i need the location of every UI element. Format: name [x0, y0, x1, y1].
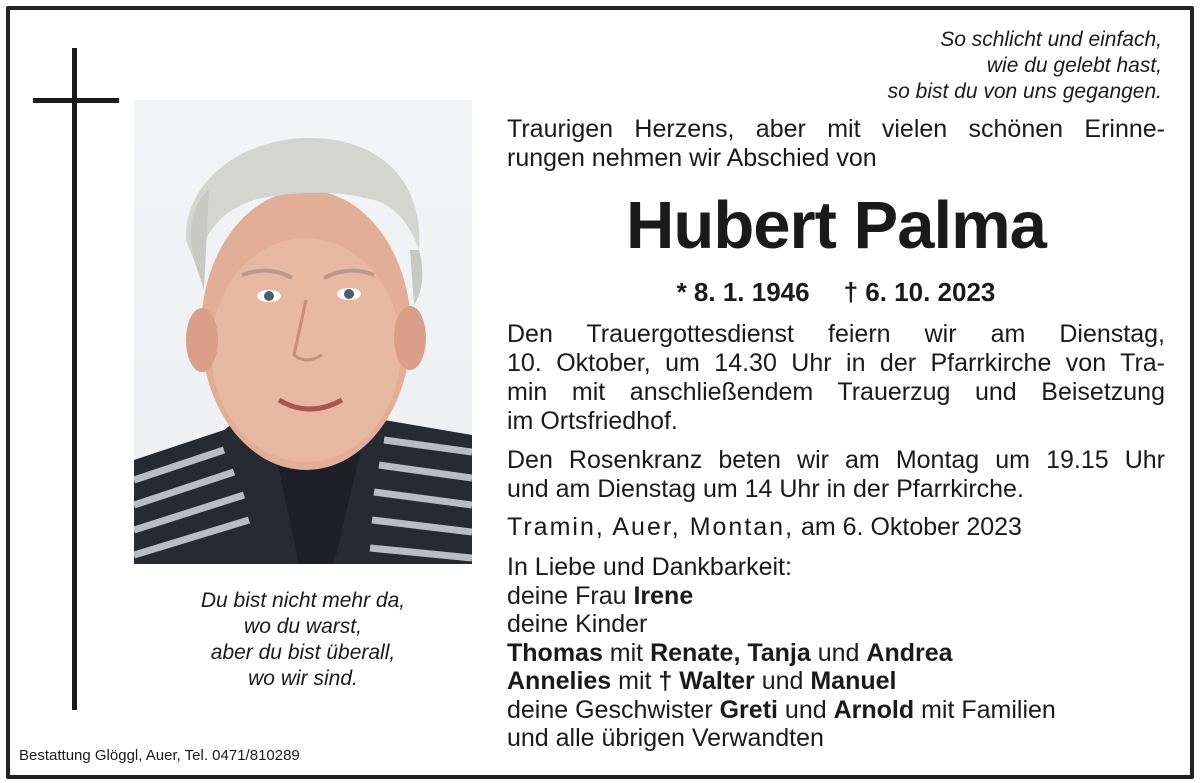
family-name: † Walter	[658, 667, 755, 695]
family-text: mit Familien	[914, 695, 1056, 724]
place-towns: Tramin, Auer, Montan,	[507, 513, 795, 541]
family-name: Irene	[633, 581, 694, 610]
family-text: mit	[611, 667, 659, 695]
family-list	[507, 553, 1056, 753]
rosary-paragraph	[507, 446, 1165, 504]
intro-line: Traurigen Herzens, aber mit vielen schönen Erinne-	[507, 115, 1165, 143]
death-date: † 6. 10. 2023	[843, 277, 996, 307]
deceased-name: Hubert Palma	[626, 188, 1046, 263]
family-name: Greti	[719, 695, 778, 724]
notice-date: am 6. Oktober 2023	[794, 513, 1022, 541]
quote-line: wo du warst,	[244, 615, 362, 638]
service-line: 10. Oktober, um 14.30 Uhr in der Pfarrkirche von Tra-	[507, 349, 1165, 377]
quote-line: wie du gelebt hast,	[986, 54, 1162, 77]
family-children-label: deine Kinder	[507, 610, 648, 638]
quote-line: Du bist nicht mehr da,	[200, 589, 406, 612]
top-quote	[888, 27, 1162, 105]
family-wife	[507, 582, 1056, 611]
service-paragraph	[507, 320, 1165, 436]
portrait-photo	[134, 100, 472, 564]
rosary-line: Den Rosenkranz beten wir am Montag um 19.15 Uhr	[507, 446, 1165, 474]
family-name: Thomas	[507, 638, 603, 667]
service-line: min mit anschließendem Trauerzug und Beisetzung	[507, 378, 1165, 406]
family-name: Annelies	[507, 667, 612, 695]
family-name: Arnold	[833, 695, 915, 724]
intro-text	[507, 115, 1165, 173]
rosary-line: und am Dienstag um 14 Uhr in der Pfarrkirche.	[507, 475, 1024, 503]
family-siblings	[507, 696, 1056, 725]
family-text: und	[777, 695, 834, 724]
birth-date: * 8. 1. 1946	[676, 277, 810, 307]
quote-line: So schlicht und einfach,	[940, 28, 1162, 51]
bottom-quote	[134, 588, 472, 692]
family-text: deine Geschwister	[507, 695, 720, 724]
family-relatives: und alle übrigen Verwandten	[507, 724, 824, 752]
life-dates	[507, 276, 1165, 308]
funeral-home-footer: Bestattung Glöggl, Auer, Tel. 0471/810289	[19, 747, 300, 764]
quote-line: so bist du von uns gegangen.	[887, 80, 1162, 103]
family-text: und	[754, 667, 811, 695]
place-date	[507, 513, 1022, 542]
service-line: im Ortsfriedhof.	[507, 407, 678, 435]
family-text: deine Frau	[507, 581, 634, 610]
family-name: Manuel	[810, 667, 897, 695]
family-heading: In Liebe und Dankbarkeit:	[507, 553, 792, 581]
quote-line: wo wir sind.	[248, 667, 358, 690]
family-text: und	[810, 638, 867, 667]
family-name: Renate, Tanja	[650, 638, 811, 667]
family-children-1	[507, 639, 1056, 668]
family-text: mit	[602, 638, 651, 667]
family-children-2	[507, 667, 1056, 696]
family-name: Andrea	[866, 638, 953, 667]
service-line: Den Trauergottesdienst feiern wir am Dienstag,	[507, 320, 1165, 348]
quote-line: aber du bist überall,	[210, 641, 396, 664]
intro-line: rungen nehmen wir Abschied von	[507, 144, 877, 172]
